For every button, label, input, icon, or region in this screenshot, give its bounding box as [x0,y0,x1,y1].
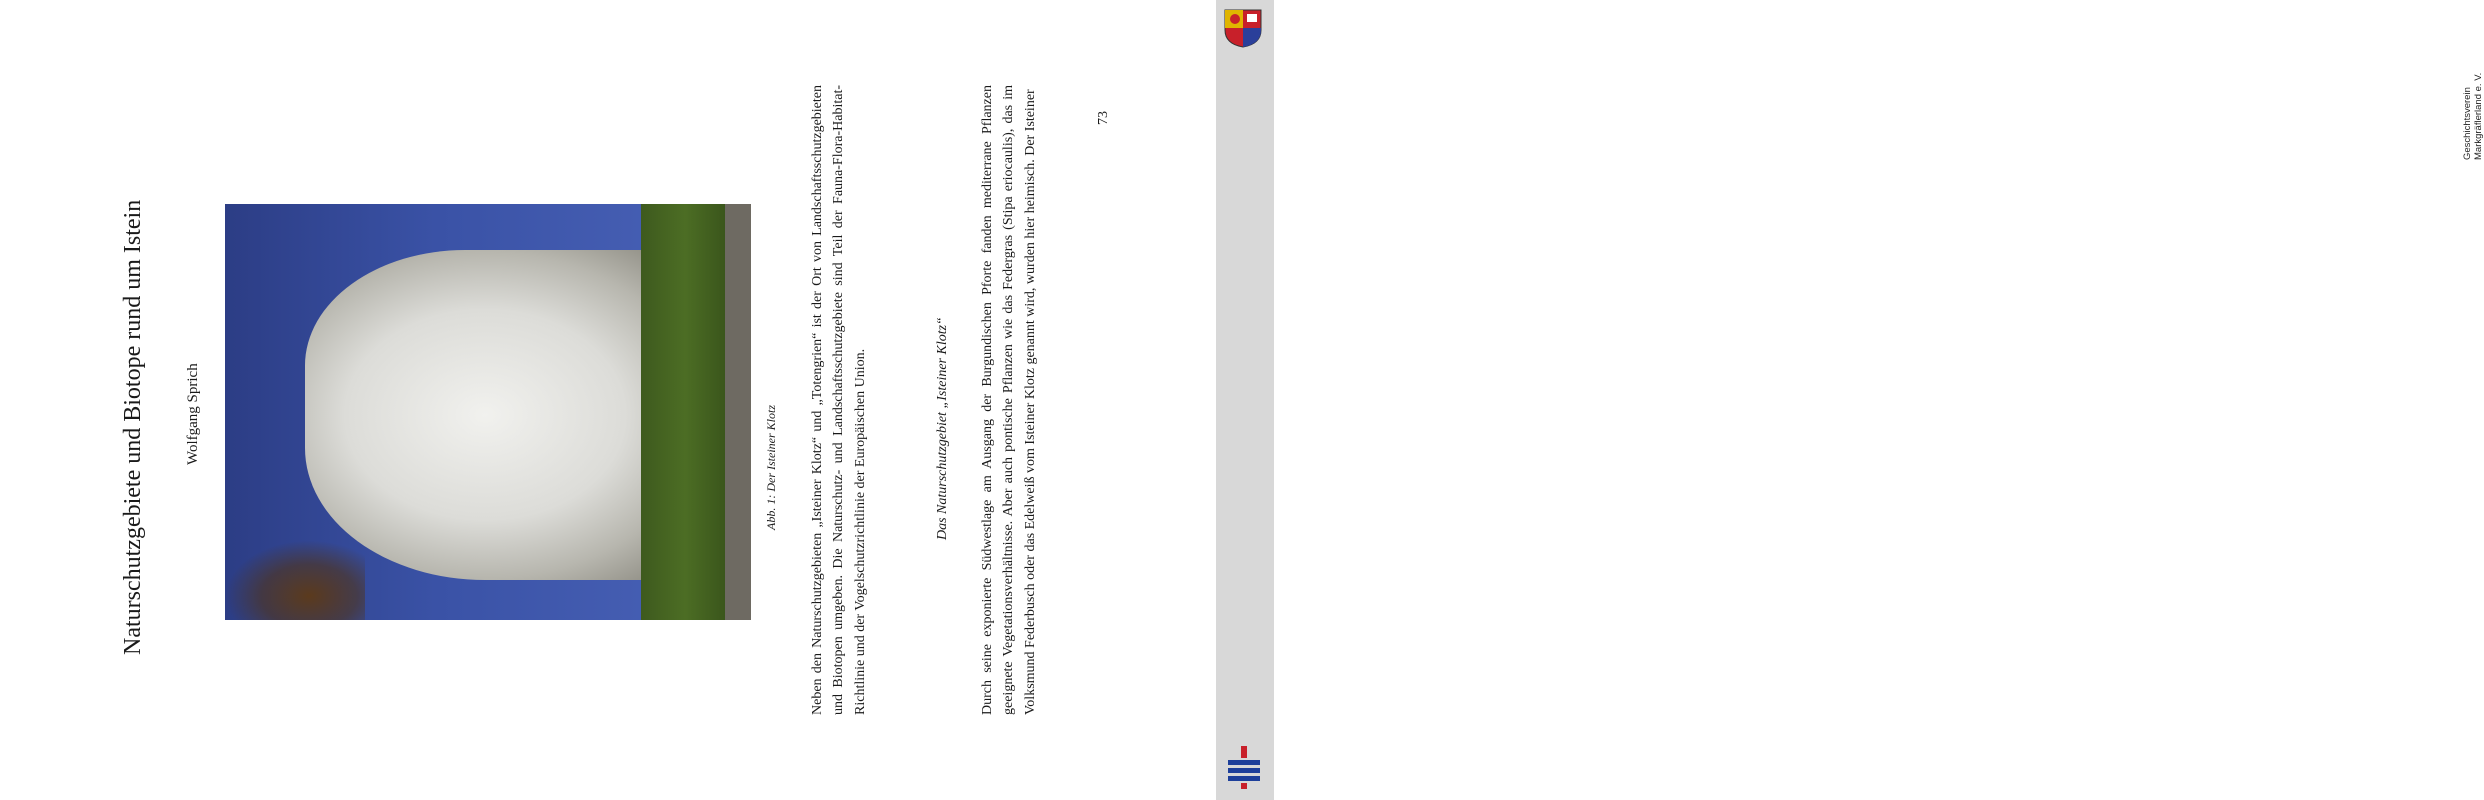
figure-caption: Abb. 1: Der Isteiner Klotz [764,405,778,530]
photo-road [725,204,751,620]
org-name [2462,0,2484,160]
org-name-line1: Geschichtsverein [2462,87,2473,160]
right-sidebar [1216,0,2484,800]
article-author: Wolfgang Sprich [185,363,201,465]
ub-freiburg-logo-icon[interactable] [1226,742,1262,790]
paragraph-intro: Neben den Naturschutzgebieten „Isteiner Klotz“ und „Totengrien“ ist der Ort von Landschaftsschutzgebieten und Biotopen umgeben. Die Naturschutz- und Landschaftsschutzgebiete sind Teil der Fauna-Flora-Habitat-Richtlinie und der Vogelschutzrichtlinie der Europäischen Union. [810,85,868,715]
page-number: 73 [1096,111,1111,125]
photo-tree [225,540,365,620]
section-heading: Das Naturschutzgebiet „Isteiner Klotz“ [935,317,950,540]
document-page [0,0,1214,800]
coat-of-arms-icon [1223,8,1263,48]
org-name-line2: Markgräflerland e. V. [2473,72,2484,160]
article-title: Naturschutzgebiete und Biotope rund um Istein [120,199,146,655]
paragraph-body: Durch seine exponierte Südwestlage am Ausgang der Burgundischen Pforte fanden mediterrane Pflanzen geeignete Vegetationsverhältnisse. Aber auch pontische Pflanzen wie das Federgras (Stipa eriocaulis), das im Volksmund Federbusch oder das Edelweiß vom Isteiner Klotz genannt wird, wurden hier heimisch. Der Isteiner [980,85,1038,715]
figure-photo-isteiner-klotz [225,204,751,620]
